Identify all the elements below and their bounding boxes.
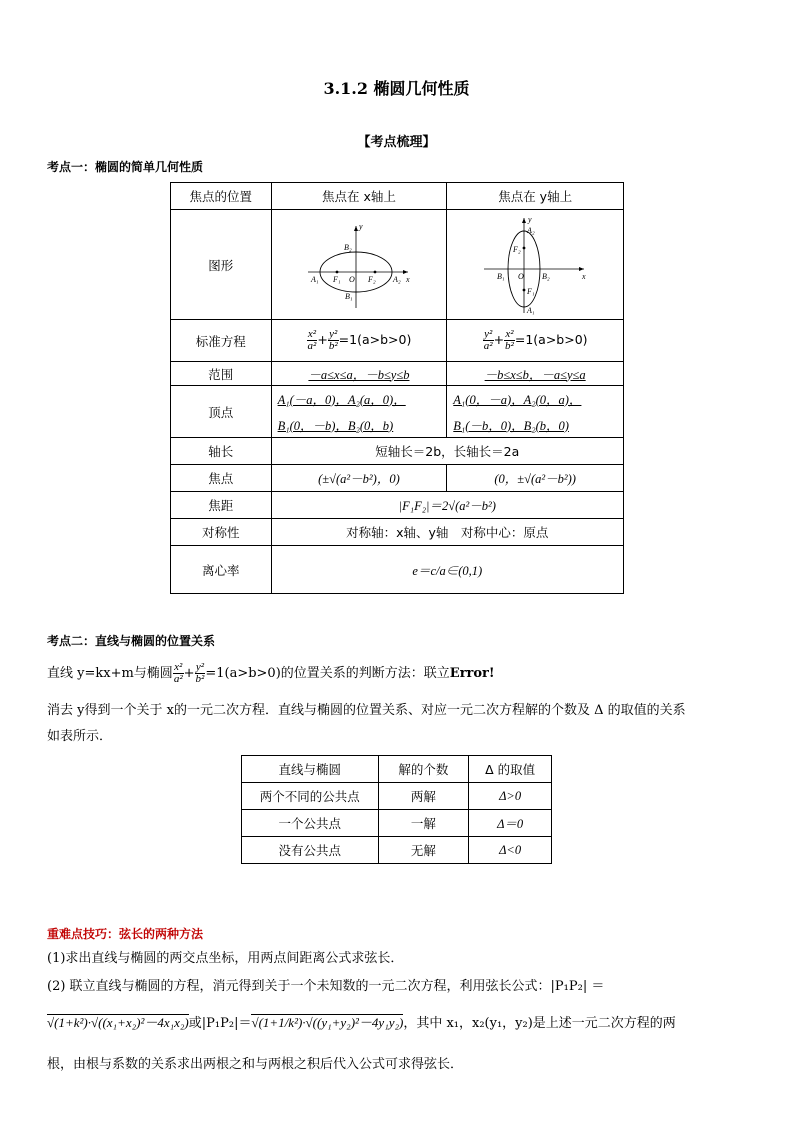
fig-y-label-B2: B₂ xyxy=(542,271,550,281)
table-cell: 一解 xyxy=(378,810,469,837)
std-x-cell: $\frac{\text{x²}}{\text{a²}}$ + $\frac{\text{y²}}{\text{b²}}$ =1(a>b>0) xyxy=(271,320,447,362)
header-cell: 焦点在 x轴上 xyxy=(271,183,447,210)
tips-p4: 根，由根与系数的关系求出两根之和与两根之积后代入公式可求得弦长． xyxy=(47,1057,464,1072)
fig-y-label-y: y xyxy=(528,214,532,224)
fig-y-label-x: x xyxy=(582,271,586,281)
vertex-x-cell xyxy=(271,386,447,438)
graph-y-cell xyxy=(447,210,624,320)
frac-x2-a2-inline: $\frac{\text{x²}}{\text{a²}}$ xyxy=(173,661,183,685)
kd2-heading: 考点二：直线与椭圆的位置关系 xyxy=(47,634,216,648)
fdist-value: |F₁F₂|＝2√(a²－b²) xyxy=(271,492,623,519)
kd2-line2: 消去 y得到一个关于 x的一元二次方程．直线与椭圆的位置关系、对应一元二次方程解的个数及 Δ 的取值的关系 xyxy=(47,703,686,718)
table-cell: Δ>0 xyxy=(469,783,552,810)
std-y-cell: $\frac{\text{y²}}{\text{a²}}$ + $\frac{\text{x²}}{\text{b²}}$ =1(a>b>0) xyxy=(447,320,624,362)
ellipse-x-figure xyxy=(304,220,414,310)
fig-x-label-A2: A₂ xyxy=(392,274,401,284)
fig-x-label-B1: B₁ xyxy=(344,291,353,301)
focus-y: (0，±√(a²－b²)) xyxy=(447,465,624,492)
vertex-y-line1: A₁(0，－a)，A₂(0，a)， xyxy=(453,392,582,407)
ellipse-properties-table xyxy=(170,182,624,594)
page-title: 3.1.2 椭圆几何性质 xyxy=(323,79,470,98)
frac-x2-b2: $\frac{\text{x²}}{\text{b²}}$ xyxy=(505,328,514,352)
std-x-tail: =1(a>b>0) xyxy=(338,332,412,347)
std-label: 标准方程 xyxy=(171,320,272,362)
vertex-y-cell xyxy=(447,386,624,438)
frac-x2-a2: $\frac{\text{x²}}{\text{a²}}$ xyxy=(307,328,317,352)
vertex-x-line1: A₁(－a，0)，A₂(a，0)， xyxy=(277,392,406,407)
frac-y2-b2: $\frac{\text{y²}}{\text{b²}}$ xyxy=(328,328,338,352)
range-y: －b≤x≤b，－a≤y≤a xyxy=(447,362,624,386)
tips-p3 xyxy=(47,1014,757,1033)
chord-formula-y: √(1+1/k²)·√((y₁+y₂)²－4y₁y₂) xyxy=(251,1015,404,1030)
focus-label: 焦点 xyxy=(171,465,272,492)
kd2-line1-a: 直线 y=kx+m与椭圆 xyxy=(47,666,173,681)
tips-p2: (2) 联立直线与椭圆的方程，消元得到关于一个未知数的一元二次方程，利用弦长公式：|P₁P₂| ＝ xyxy=(47,979,605,994)
fdist-label: 焦距 xyxy=(171,492,272,519)
table-cell: Δ＝0 xyxy=(469,810,552,837)
header-cell: 解的个数 xyxy=(378,756,469,783)
frac-y2-b2-inline: $\frac{\text{y²}}{\text{b²}}$ xyxy=(195,661,205,685)
kd2-line1: 直线 y=kx+m与椭圆 $\frac{\text{x²}}{\text{a²}}$ + $\frac{\text{y²}}{\text{b²}}$ =1(a>b>0)的位置关系的判断方法：联立Error! xyxy=(47,661,495,685)
table-cell: 没有公共点 xyxy=(242,837,379,864)
table-cell: 两解 xyxy=(378,783,469,810)
kd2-line1-err: Error! xyxy=(449,666,495,681)
table-cell: 两个不同的公共点 xyxy=(242,783,379,810)
range-label: 范围 xyxy=(171,362,272,386)
header-cell: 焦点在 y轴上 xyxy=(447,183,624,210)
vertex-label: 顶点 xyxy=(171,386,272,438)
frac-y2-a2: $\frac{\text{y²}}{\text{a²}}$ xyxy=(483,328,493,352)
header-cell: 直线与椭圆 xyxy=(242,756,379,783)
graph-x-cell xyxy=(271,210,447,320)
fig-x-label-O: O xyxy=(348,274,355,284)
axis-value: 短轴长＝2b，长轴长＝2a xyxy=(271,438,623,465)
table-cell: 一个公共点 xyxy=(242,810,379,837)
ecc-label: 离心率 xyxy=(171,546,272,594)
sym-value: 对称轴：x轴、y轴 对称中心：原点 xyxy=(271,519,623,546)
fig-x-label-y: y xyxy=(358,221,363,231)
fig-x-label-B2: B₂ xyxy=(343,242,352,252)
fig-y-label-A1: A₁ xyxy=(527,305,535,315)
axis-label: 轴长 xyxy=(171,438,272,465)
tips-p1: (1)求出直线与椭圆的两交点坐标，用两点间距离公式求弦长． xyxy=(47,951,404,966)
kd2-line1-b: =1(a>b>0)的位置关系的判断方法：联立 xyxy=(205,666,450,681)
table-cell: Δ<0 xyxy=(469,837,552,864)
header-cell: 焦点的位置 xyxy=(171,183,272,210)
tips-heading: 重难点技巧：弦长的两种方法 xyxy=(47,927,204,941)
tips-p3-tail: ，其中 x₁，x₂(y₁，y₂)是上述一元二次方程的两 xyxy=(403,1016,676,1031)
ellipse-y-figure xyxy=(480,215,590,315)
kd2-line3: 如表所示． xyxy=(47,729,113,744)
range-x: －a≤x≤a，－b≤y≤b xyxy=(271,362,447,386)
fig-y-label-O: O xyxy=(518,271,524,281)
table-cell: 无解 xyxy=(378,837,469,864)
fig-y-label-B1: B₁ xyxy=(497,271,505,281)
graph-label: 图形 xyxy=(171,210,272,320)
tips-p3-mid: 或|P₁P₂|＝ xyxy=(188,1016,252,1031)
fig-x-label-x: x xyxy=(405,274,410,284)
std-y-tail: =1(a>b>0) xyxy=(514,332,588,347)
kd1-heading: 考点一：椭圆的简单几何性质 xyxy=(47,160,204,174)
fig-y-label-F1: F₁ xyxy=(527,286,535,296)
vertex-y-line2: B₁(－b，0)，B₂(b，0) xyxy=(453,418,569,433)
vertex-x-line2: B₁(0，－b)，B₂(0，b) xyxy=(277,418,394,433)
chord-formula-x: √(1+k²)·√((x₁+x₂)²－4x₁x₂) xyxy=(47,1015,189,1030)
fig-x-label-A1: A₁ xyxy=(310,274,319,284)
fig-x-label-F1: F₁ xyxy=(332,274,341,284)
intersection-table xyxy=(241,755,552,864)
fig-y-label-F2: F₂ xyxy=(513,244,521,254)
fig-y-label-A2: A₂ xyxy=(527,225,535,235)
header-cell: Δ 的取值 xyxy=(469,756,552,783)
focus-x: (±√(a²－b²)，0) xyxy=(271,465,447,492)
section-heading: 【考点梳理】 xyxy=(357,135,436,150)
sym-label: 对称性 xyxy=(171,519,272,546)
fig-x-label-F2: F₂ xyxy=(367,274,376,284)
ecc-value: e＝c/a∈(0,1) xyxy=(271,546,623,594)
